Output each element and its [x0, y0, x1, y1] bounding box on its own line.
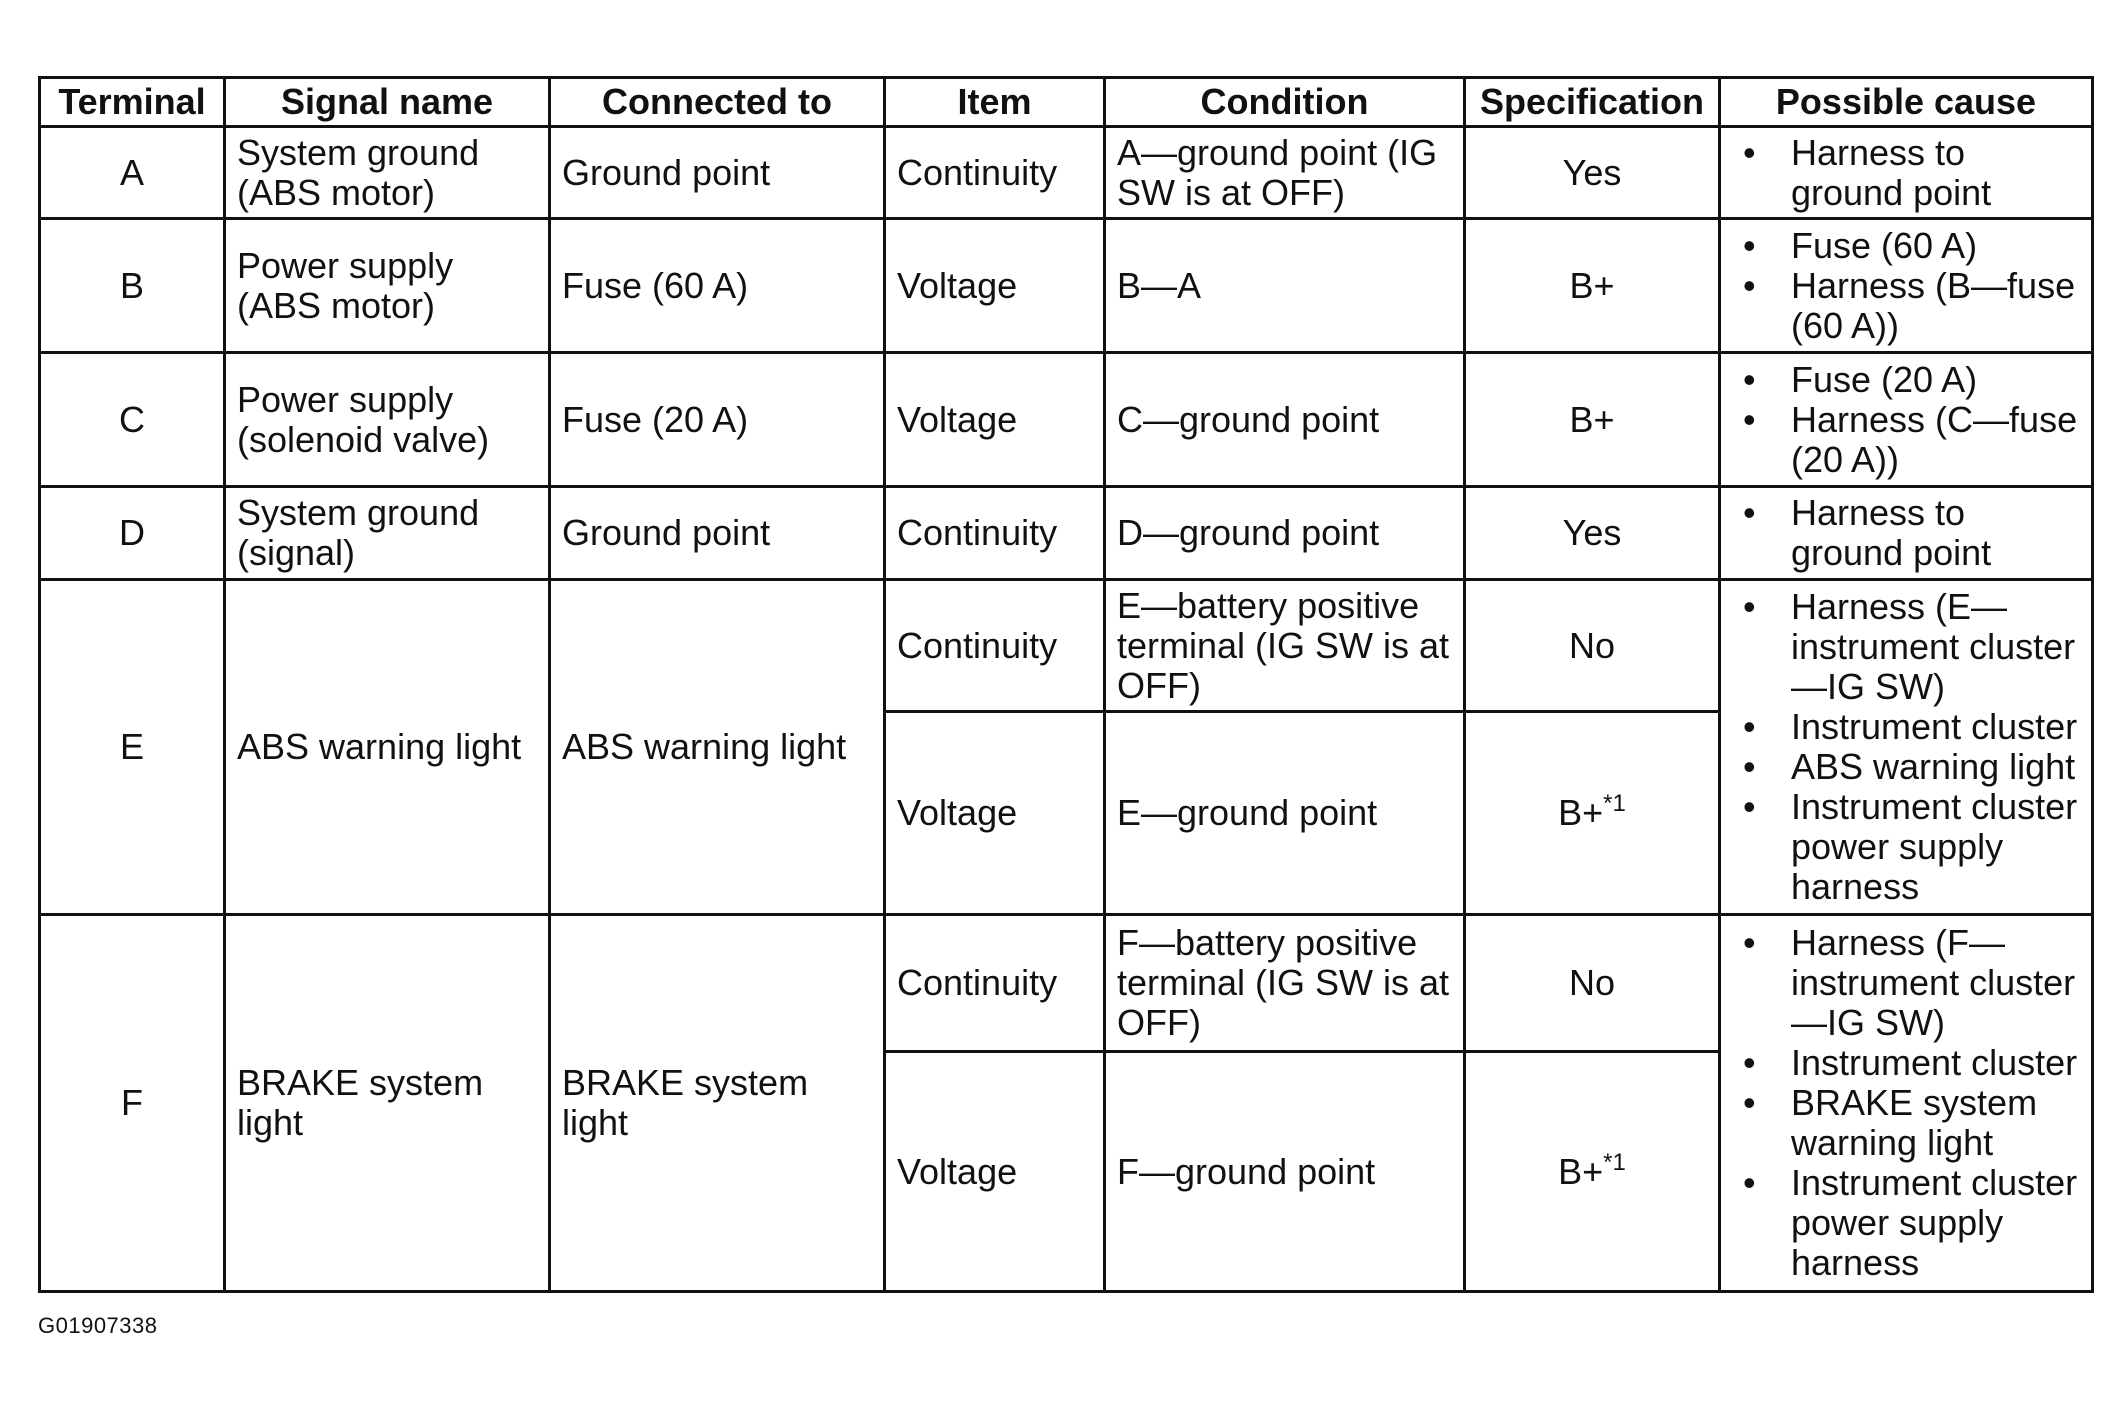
- cause-item: • Instrument cluster power supply harness: [1739, 1163, 2085, 1283]
- item-cell: Voltage: [885, 219, 1105, 353]
- cause-item: • Harness (E—instrument cluster—IG SW): [1739, 587, 2085, 707]
- specification-cell: [1465, 712, 1720, 915]
- cause-list: [1739, 360, 2085, 480]
- connected-to-cell: Fuse (60 A): [550, 219, 885, 353]
- header-connected-to: Connected to: [550, 78, 885, 127]
- condition-cell: F—battery positive terminal (IG SW is at OFF): [1105, 915, 1465, 1052]
- terminal-cell: C: [40, 353, 225, 487]
- signal-name-cell: System ground (ABS motor): [225, 127, 550, 219]
- possible-cause-cell: [1720, 219, 2093, 353]
- cause-item: • Instrument cluster: [1739, 707, 2085, 747]
- terminal-cell: F: [40, 915, 225, 1292]
- specification-cell: B+: [1465, 219, 1720, 353]
- header-terminal: Terminal: [40, 78, 225, 127]
- cause-item: • Harness to ground point: [1739, 493, 2085, 573]
- terminal-cell: A: [40, 127, 225, 219]
- specification-cell: B+: [1465, 353, 1720, 487]
- cause-list: [1739, 587, 2085, 907]
- condition-cell: C—ground point: [1105, 353, 1465, 487]
- signal-name-cell: Power supply (ABS motor): [225, 219, 550, 353]
- specification-cell: Yes: [1465, 127, 1720, 219]
- condition-cell: E—battery positive terminal (IG SW is at OFF): [1105, 580, 1465, 712]
- signal-name-cell: BRAKE system light: [225, 915, 550, 1292]
- possible-cause-cell: [1720, 580, 2093, 915]
- possible-cause-cell: [1720, 127, 2093, 219]
- cause-item: • Instrument cluster power supply harness: [1739, 787, 2085, 907]
- specification-cell: Yes: [1465, 487, 1720, 580]
- footnote-marker: *1: [1603, 790, 1626, 817]
- table-row-a: [40, 127, 2093, 219]
- terminal-inspection-table: [38, 76, 2094, 1293]
- table-row-d: [40, 487, 2093, 580]
- connected-to-cell: Fuse (20 A): [550, 353, 885, 487]
- cause-item: • Fuse (60 A): [1739, 226, 2085, 266]
- signal-name-cell: System ground (signal): [225, 487, 550, 580]
- connected-to-cell: Ground point: [550, 127, 885, 219]
- condition-cell: B—A: [1105, 219, 1465, 353]
- header-signal-name: Signal name: [225, 78, 550, 127]
- header-item: Item: [885, 78, 1105, 127]
- condition-cell: D—ground point: [1105, 487, 1465, 580]
- item-cell: Continuity: [885, 915, 1105, 1052]
- specification-value: B+: [1558, 792, 1604, 833]
- item-cell: Voltage: [885, 1052, 1105, 1292]
- condition-cell: E—ground point: [1105, 712, 1465, 915]
- cause-item: • Instrument cluster: [1739, 1043, 2085, 1083]
- header-row: [40, 78, 2093, 127]
- signal-name-cell: Power supply (solenoid valve): [225, 353, 550, 487]
- possible-cause-cell: [1720, 487, 2093, 580]
- possible-cause-cell: [1720, 353, 2093, 487]
- item-cell: Continuity: [885, 487, 1105, 580]
- item-cell: Continuity: [885, 127, 1105, 219]
- cause-item: • Harness (C—fuse (20 A)): [1739, 400, 2085, 480]
- cause-item: • Fuse (20 A): [1739, 360, 2085, 400]
- possible-cause-cell: [1720, 915, 2093, 1292]
- cause-item: • Harness to ground point: [1739, 133, 2085, 213]
- specification-cell: No: [1465, 915, 1720, 1052]
- item-cell: Voltage: [885, 353, 1105, 487]
- cause-item: • Harness (F—instrument cluster—IG SW): [1739, 923, 2085, 1043]
- table-row-e-continuity: [40, 580, 2093, 712]
- terminal-cell: D: [40, 487, 225, 580]
- figure-id: G01907338: [38, 1313, 158, 1338]
- header-possible-cause: Possible cause: [1720, 78, 2093, 127]
- cause-item: • Harness (B—fuse (60 A)): [1739, 266, 2085, 346]
- table-row-f-continuity: [40, 915, 2093, 1052]
- item-cell: Voltage: [885, 712, 1105, 915]
- item-cell: Continuity: [885, 580, 1105, 712]
- terminal-cell: E: [40, 580, 225, 915]
- condition-cell: A—ground point (IG SW is at OFF): [1105, 127, 1465, 219]
- connected-to-cell: BRAKE system light: [550, 915, 885, 1292]
- specification-value: B+: [1558, 1150, 1604, 1192]
- cause-list: [1739, 493, 2085, 573]
- signal-name-cell: ABS warning light: [225, 580, 550, 915]
- specification-cell: [1465, 1052, 1720, 1292]
- cause-list: [1739, 133, 2085, 213]
- terminal-cell: B: [40, 219, 225, 353]
- header-condition: Condition: [1105, 78, 1465, 127]
- cause-item: • BRAKE system warning light: [1739, 1083, 2085, 1163]
- specification-cell: No: [1465, 580, 1720, 712]
- table-row-b: [40, 219, 2093, 353]
- cause-list: [1739, 226, 2085, 346]
- header-specification: Specification: [1465, 78, 1720, 127]
- table-row-c: [40, 353, 2093, 487]
- footnote-marker: *1: [1603, 1148, 1626, 1176]
- cause-item: • ABS warning light: [1739, 747, 2085, 787]
- cause-list: [1739, 923, 2085, 1283]
- connected-to-cell: ABS warning light: [550, 580, 885, 915]
- connected-to-cell: Ground point: [550, 487, 885, 580]
- condition-cell: F—ground point: [1105, 1052, 1465, 1292]
